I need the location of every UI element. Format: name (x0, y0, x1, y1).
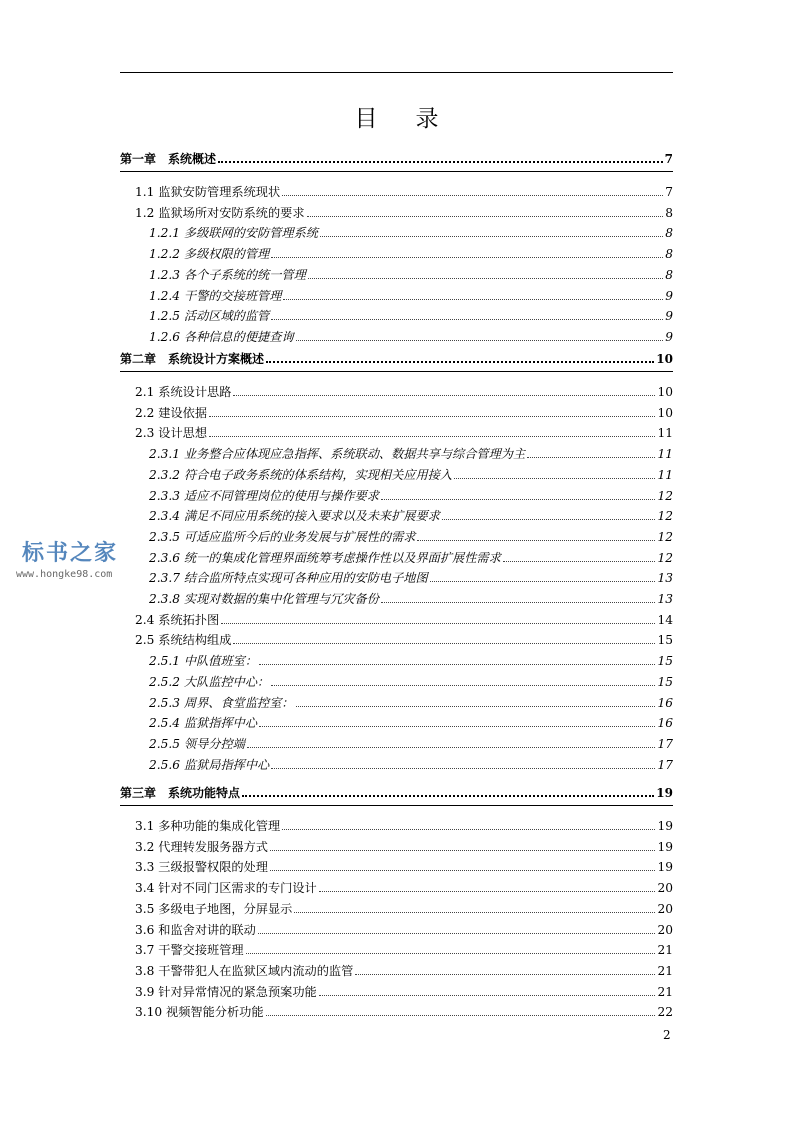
dot-leader (442, 518, 656, 520)
dot-leader (259, 663, 655, 665)
toc-subsection-title: 2.3.7 结合监所特点实现可各种应用的安防电子地图 (149, 571, 428, 586)
toc-chapter-title: 第一章 系统概述 (120, 152, 217, 166)
toc-chapter-title: 第三章 系统功能特点 (120, 786, 241, 800)
page-number: 2 (663, 1028, 671, 1042)
toc-section-page: 19 (657, 860, 673, 875)
toc-subsection[interactable] (120, 463, 673, 483)
toc-chapter[interactable] (120, 147, 673, 167)
toc-subsection-title: 2.5.1 中队值班室： (149, 654, 258, 669)
toc-subsection-page: 17 (657, 757, 673, 772)
toc-chapter[interactable] (120, 347, 673, 367)
toc-section-title: 2.3 设计思想 (135, 426, 208, 441)
toc-subsection-page: 12 (657, 509, 673, 524)
dot-leader (417, 539, 655, 541)
toc-section-page: 7 (665, 185, 673, 199)
toc-subsection-page: 8 (665, 226, 673, 241)
toc-subsection-title: 2.5.4 监狱指挥中心 (149, 716, 258, 731)
toc-section-title: 2.4 系统拓扑图 (135, 612, 220, 627)
dot-leader (270, 869, 656, 871)
toc-section-title: 3.9 针对异常情况的紧急预案功能 (135, 984, 317, 999)
dot-leader (527, 456, 655, 458)
dot-leader (233, 642, 655, 644)
toc-section[interactable] (120, 959, 673, 979)
toc-subsection[interactable] (120, 546, 673, 566)
toc-section-title: 3.6 和监舍对讲的联动 (135, 922, 256, 937)
dot-leader (294, 911, 655, 913)
toc-section[interactable] (120, 897, 673, 917)
dot-leader (296, 705, 656, 707)
dot-leader (209, 435, 655, 437)
toc-subsection[interactable] (120, 284, 673, 304)
toc-subsection[interactable] (120, 525, 673, 545)
dot-leader (320, 235, 663, 237)
toc-section[interactable] (120, 608, 673, 628)
toc-subsection[interactable] (120, 504, 673, 524)
toc-subsection-title: 2.3.6 统一的集成化管理界面统筹考虑操作性以及界面扩展性需求 (149, 550, 501, 565)
toc-chapter[interactable] (120, 781, 673, 801)
dot-leader (282, 828, 655, 830)
toc-section[interactable] (120, 180, 673, 200)
toc-subsection[interactable] (120, 753, 673, 773)
toc-subsection[interactable] (120, 566, 673, 586)
toc-subsection[interactable] (120, 442, 673, 462)
dot-leader (319, 994, 656, 996)
header-rule (120, 72, 673, 73)
toc-section-title: 2.2 建设依据 (135, 405, 208, 420)
toc-section-page: 21 (657, 943, 673, 958)
dot-leader (503, 560, 656, 562)
toc-section-title: 3.10 视频智能分析功能 (135, 1005, 264, 1020)
toc-chapter-page: 19 (656, 786, 673, 800)
dot-leader (381, 498, 656, 500)
dot-leader (247, 746, 656, 748)
toc-section-page: 19 (657, 839, 673, 854)
toc-section-title: 1.2 监狱场所对安防系统的要求 (135, 205, 305, 220)
toc-subsection-page: 15 (657, 654, 673, 669)
toc-section-title: 2.1 系统设计思路 (135, 385, 232, 399)
watermark-logo: 标书之家 (22, 541, 119, 566)
toc-section[interactable] (120, 855, 673, 875)
dot-leader (283, 298, 663, 300)
toc-section[interactable] (120, 835, 673, 855)
toc-subsection[interactable] (120, 670, 673, 690)
toc-subsection[interactable] (120, 484, 673, 504)
toc-subsection-page: 17 (657, 736, 673, 751)
dot-leader (271, 256, 663, 258)
dot-leader (430, 580, 656, 582)
dot-leader (209, 415, 655, 417)
toc-section[interactable] (120, 814, 673, 834)
toc-section-page: 15 (657, 633, 673, 648)
toc-section-title: 3.7 干警交接班管理 (135, 943, 244, 958)
toc-subsection-title: 2.3.8 实现对数据的集中化管理与冗灾备份 (149, 592, 379, 606)
toc-chapter-title: 第二章 系统设计方案概述 (120, 352, 265, 366)
toc-section-title: 3.5 多级电子地图，分屏显示 (135, 901, 293, 916)
chapter-rule (120, 371, 673, 372)
toc-section-page: 21 (657, 984, 673, 999)
toc-subsection-page: 11 (657, 447, 673, 462)
dot-leader (233, 394, 655, 396)
toc-section[interactable] (120, 918, 673, 938)
toc-section-title: 2.5 系统结构组成 (135, 633, 232, 648)
toc-section[interactable] (120, 421, 673, 441)
toc-chapter-page: 10 (656, 352, 673, 366)
toc-subsection-title: 2.5.2 大队监控中心： (149, 674, 270, 689)
toc-section[interactable] (120, 938, 673, 958)
dot-leader (242, 794, 654, 797)
toc-section-page: 22 (657, 1005, 673, 1020)
toc-section[interactable] (120, 401, 673, 421)
toc-section-page: 20 (657, 881, 673, 896)
toc-subsection-page: 9 (665, 309, 673, 324)
toc-subsection[interactable] (120, 242, 673, 262)
toc-subsection[interactable] (120, 263, 673, 283)
dot-leader (271, 767, 655, 769)
dot-leader (259, 725, 655, 727)
toc-subsection-page: 12 (657, 550, 673, 565)
toc-section-page: 11 (657, 426, 673, 441)
toc-subsection-title: 1.2.1 多级联网的安防管理系统 (149, 226, 318, 241)
dot-leader (266, 1014, 656, 1016)
toc-subsection-page: 9 (665, 329, 673, 344)
toc-subsection-title: 2.5.3 周界、食堂监控室： (149, 695, 294, 710)
toc-section-title: 3.2 代理转发服务器方式 (135, 839, 268, 854)
toc-subsection[interactable] (120, 732, 673, 752)
toc-section[interactable] (120, 628, 673, 648)
toc-subsection-page: 9 (665, 288, 673, 303)
chapter-rule (120, 805, 673, 806)
dot-leader (308, 277, 663, 279)
toc-subsection-title: 2.5.6 监狱局指挥中心 (149, 757, 270, 772)
toc-section-page: 10 (657, 385, 673, 399)
toc-subsection-page: 8 (665, 267, 673, 282)
watermark-url: www.hongke98.com (16, 569, 113, 580)
toc-section-page: 20 (657, 922, 673, 937)
toc-subsection-title: 2.3.5 可适应监所今后的业务发展与扩展性的需求 (149, 529, 416, 544)
dot-leader (221, 622, 655, 624)
toc-section-title: 3.8 干警带犯人在监狱区域内流动的监管 (135, 963, 354, 978)
toc-subsection-page: 11 (657, 467, 673, 482)
dot-leader (266, 360, 654, 363)
toc-section-title: 3.1 多种功能的集成化管理 (135, 819, 281, 833)
toc-section-page: 14 (657, 612, 673, 627)
toc-subsection[interactable] (120, 711, 673, 731)
dot-leader (296, 339, 664, 341)
toc-subsection-page: 16 (657, 716, 673, 731)
toc-subsection[interactable] (120, 325, 673, 345)
toc-section-page: 10 (657, 405, 673, 420)
toc-subsection[interactable] (120, 304, 673, 324)
watermark (16, 536, 166, 580)
toc-section[interactable] (120, 876, 673, 896)
toc-subsection-title: 1.2.2 多级权限的管理 (149, 247, 270, 262)
dot-leader (355, 973, 655, 975)
toc-subsection[interactable] (120, 587, 673, 607)
toc-section[interactable] (120, 980, 673, 1000)
toc-subsection[interactable] (120, 221, 673, 241)
toc-subsection-title: 2.3.1 业务整合应体现应急指挥、系统联动、数据共享与综合管理为主 (149, 447, 526, 462)
page-title: 目录 (354, 106, 477, 132)
toc-chapter-page: 7 (664, 152, 673, 166)
toc-section[interactable] (120, 1000, 673, 1020)
chapter-rule (120, 171, 673, 172)
dot-leader (271, 684, 655, 686)
dot-leader (246, 952, 656, 954)
dot-leader (271, 318, 663, 320)
toc-subsection-title: 2.3.2 符合电子政务系统的体系结构，实现相关应用接入 (149, 467, 453, 482)
toc-subsection-title: 1.2.4 干警的交接班管理 (149, 288, 282, 303)
dot-leader (454, 477, 655, 479)
toc-section-title: 3.4 针对不同门区需求的专门设计 (135, 881, 317, 896)
toc-subsection[interactable] (120, 649, 673, 669)
dot-leader (258, 932, 656, 934)
toc-subsection-page: 12 (657, 529, 673, 544)
toc-section-page: 8 (665, 205, 673, 220)
dot-leader (270, 849, 656, 851)
dot-leader (307, 215, 664, 217)
dot-leader (381, 601, 656, 603)
toc-section-page: 20 (657, 901, 673, 916)
toc-subsection-title: 1.2.3 各个子系统的统一管理 (149, 267, 306, 282)
toc-subsection[interactable] (120, 691, 673, 711)
toc-subsection-title: 2.5.5 领导分控端 (149, 736, 245, 751)
dot-leader (282, 194, 663, 196)
toc-subsection-title: 1.2.5 活动区域的监管 (149, 309, 270, 324)
toc-subsection-page: 16 (657, 695, 673, 710)
toc-section-title: 1.1 监狱安防管理系统现状 (135, 185, 281, 199)
toc-section-page: 19 (657, 819, 673, 833)
toc-subsection-title: 2.3.4 满足不同应用系统的接入要求以及未来扩展要求 (149, 509, 440, 524)
dot-leader (218, 160, 663, 163)
toc-subsection-page: 13 (657, 592, 673, 606)
toc-subsection-title: 1.2.6 各种信息的便捷查询 (149, 329, 294, 344)
toc-subsection-page: 12 (657, 488, 673, 503)
toc-subsection-title: 2.3.3 适应不同管理岗位的使用与操作要求 (149, 488, 379, 503)
toc-subsection-page: 8 (665, 247, 673, 262)
dot-leader (319, 890, 656, 892)
toc-section-page: 21 (657, 963, 673, 978)
toc-subsection-page: 15 (657, 674, 673, 689)
toc-section[interactable] (120, 201, 673, 221)
toc-section-title: 3.3 三级报警权限的处理 (135, 860, 268, 875)
toc-subsection-page: 13 (657, 571, 673, 586)
toc-section[interactable] (120, 380, 673, 400)
